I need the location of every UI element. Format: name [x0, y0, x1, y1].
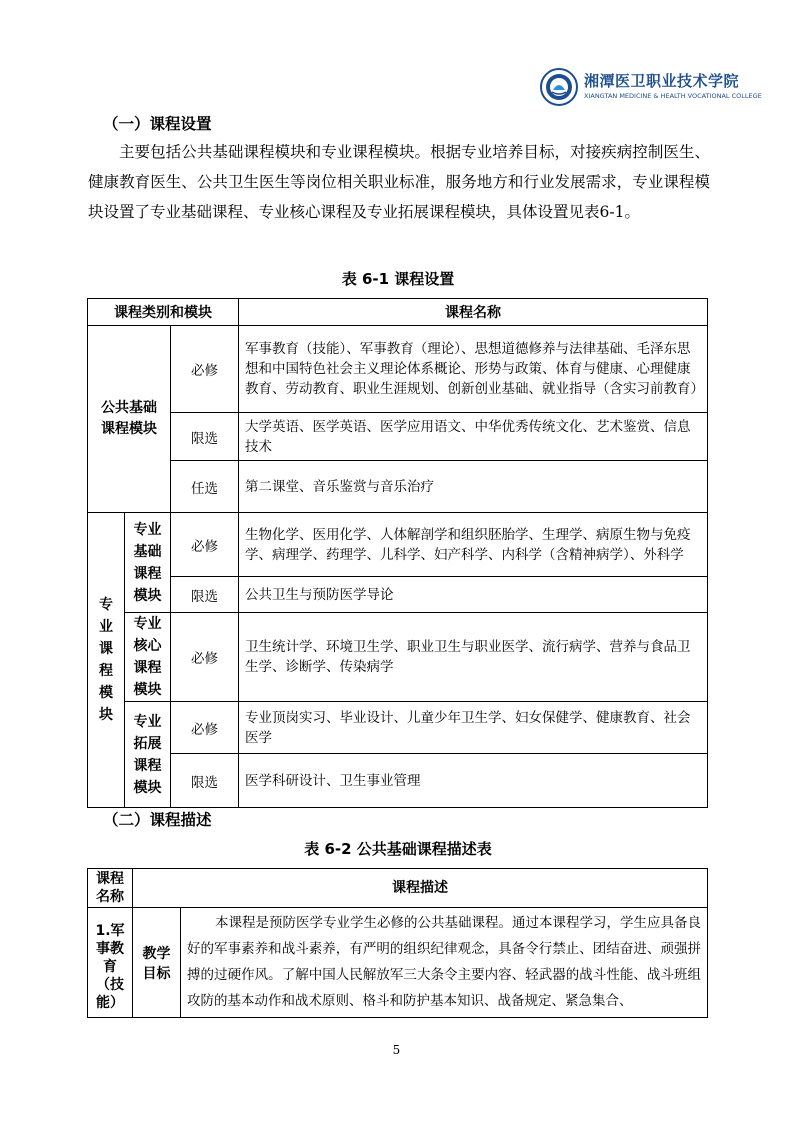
course-type: 限选: [171, 754, 239, 808]
college-name-cn: 湘潭医卫职业技术学院: [584, 72, 740, 90]
professional-module-label: 专业课程模块: [88, 513, 125, 808]
table-row: [88, 461, 708, 513]
college-logo: [540, 68, 780, 108]
public-module-label: 公共基础课程模块: [88, 326, 171, 513]
col-header-description: 课程描述: [133, 869, 708, 908]
table-row: [88, 702, 708, 754]
college-seal-icon: [540, 68, 578, 106]
intro-text: 主要包括公共基础课程模块和专业课程模块。根据专业培养目标，对接疾病控制医生、健康教育医生、公共卫生医生等岗位相关职业标准，服务地方和行业发展需求，专业课程模块设置了专业基础课程、专业核心课程及专业拓展课程模块，具体设置见表6-1。: [88, 143, 710, 221]
course-description-cell: [181, 908, 708, 1018]
course-description-text: 本课程是预防医学专业学生必修的公共基础课程。通过本课程学习，学生应具备良好的军事素养和战斗素养，有严明的组织纪律观念，具备令行禁止、团结奋进、顽强拼搏的过硬作风。了解中国人民解放军三大条令主要内容、轻武器的战斗性能、战斗班组攻防的基本动作和战术原则、格斗和防护基本知识、战备规定、紧急集合、: [187, 915, 701, 1009]
section-heading-course-setup: （一）课程设置: [103, 115, 212, 133]
course-type: 必修: [171, 326, 239, 413]
course-type: 限选: [171, 413, 239, 461]
course-type: 必修: [171, 702, 239, 754]
course-names: 大学英语、医学英语、医学应用语文、中华优秀传统文化、艺术鉴赏、信息技术: [239, 413, 708, 461]
course-type: 必修: [171, 513, 239, 577]
col-header-course-names: 课程名称: [239, 299, 708, 326]
course-type: 限选: [171, 577, 239, 613]
table-row: [88, 577, 708, 613]
professional-extension-module-label: 专业拓展课程模块: [125, 702, 171, 808]
professional-core-module-label: 专业核心课程模块: [125, 613, 171, 702]
course-names: 军事教育（技能）、军事教育（理论）、思想道德修养与法律基础、毛泽东思想和中国特色社会主义理论体系概论、形势与政策、体育与健康、心理健康教育、劳动教育、职业生涯规划、创新创业基础、就业指导（含实习前教育）: [239, 326, 708, 413]
table-row: [88, 513, 708, 577]
college-name-en: XIANGTAN MEDICINE & HEALTH VOCATIONAL COLLEGE: [584, 92, 762, 100]
section-heading-course-description: （二）课程描述: [103, 811, 212, 829]
table-row: [88, 908, 708, 1018]
table-row: [88, 613, 708, 702]
course-names: 第二课堂、音乐鉴赏与音乐治疗: [239, 461, 708, 513]
course-type: 必修: [171, 613, 239, 702]
table-6-2-caption: 表 6-2 公共基础课程描述表: [304, 840, 492, 858]
professional-basic-module-label: 专业基础课程模块: [125, 513, 171, 613]
course-names: 专业顶岗实习、毕业设计、儿童少年卫生学、妇女保健学、健康教育、社会医学: [239, 702, 708, 754]
table-row: [88, 754, 708, 808]
course-names: 公共卫生与预防医学导论: [239, 577, 708, 613]
course-names: 医学科研设计、卫生事业管理: [239, 754, 708, 808]
table-row: [88, 413, 708, 461]
table-row: [88, 326, 708, 413]
page-number: 5: [392, 1043, 401, 1057]
course-names: 生物化学、医用化学、人体解剖学和组织胚胎学、生理学、病原生物与免疫学、病理学、药理学、儿科学、妇产科学、内科学（含精神病学）、外科学: [239, 513, 708, 577]
course-names: 卫生统计学、环境卫生学、职业卫生与职业医学、流行病学、营养与食品卫生学、诊断学、传染病学: [239, 613, 708, 702]
table-6-1-caption: 表 6-1 课程设置: [341, 270, 455, 288]
table-header-row: [88, 869, 708, 908]
course-description-table: [87, 868, 708, 1018]
course-setup-table: [87, 298, 708, 808]
course-type: 任选: [171, 461, 239, 513]
teaching-goal-label: 教学目标: [133, 908, 181, 1018]
intro-paragraph: [88, 137, 710, 227]
col-header-category: 课程类别和模块: [88, 299, 239, 326]
table-header-row: [88, 299, 708, 326]
course-name-cell: 1.军事教育（技能）: [88, 908, 133, 1018]
col-header-course-name: 课程名称: [88, 869, 133, 908]
